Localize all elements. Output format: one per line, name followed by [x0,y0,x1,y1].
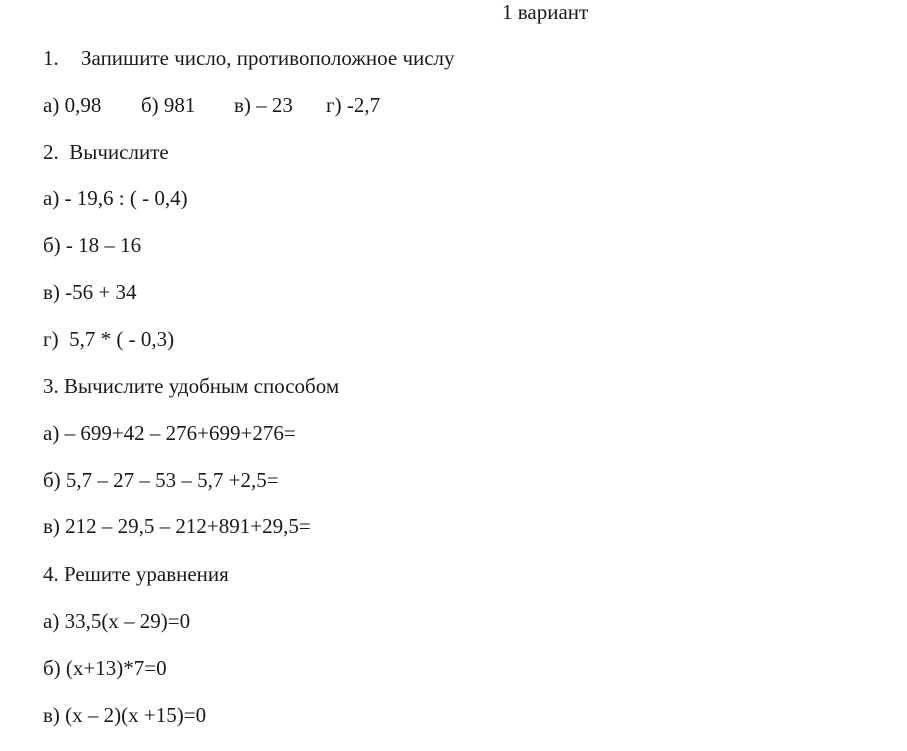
task-1-option-d: г) -2,7 [326,93,381,117]
task-3-item-a: а) – 699+42 – 276+699+276= [43,421,296,445]
variant-title: 1 вариант [502,0,589,24]
task-1-option-a: а) 0,98 [43,93,102,117]
task-1-number: 1. [43,46,59,70]
task-4-item-a: а) 33,5(x – 29)=0 [43,609,191,633]
task-2-item-a: а) - 19,6 : ( - 0,4) [43,186,188,210]
task-2-item-b: б) - 18 – 16 [43,233,142,257]
task-1-option-b: б) 981 [141,93,196,117]
task-4-item-c: в) (x – 2)(x +15)=0 [43,703,207,727]
task-1-text: Запишите число, противоположное числу [81,46,455,70]
task-1-option-c: в) – 23 [234,93,293,117]
task-2-item-c: в) -56 + 34 [43,280,137,304]
task-1-heading [43,46,455,70]
task-3-item-b: б) 5,7 – 27 – 53 – 5,7 +2,5= [43,468,279,492]
task-3-heading: 3. Вычислите удобным способом [43,374,340,398]
task-2-heading: 2. Вычислите [43,140,169,164]
task-1-options [43,93,380,117]
task-2-item-d: г) 5,7 * ( - 0,3) [43,327,175,351]
task-4-item-b: б) (x+13)*7=0 [43,656,167,680]
task-4-heading: 4. Решите уравнения [43,562,229,586]
task-3-item-c: в) 212 – 29,5 – 212+891+29,5= [43,514,311,538]
